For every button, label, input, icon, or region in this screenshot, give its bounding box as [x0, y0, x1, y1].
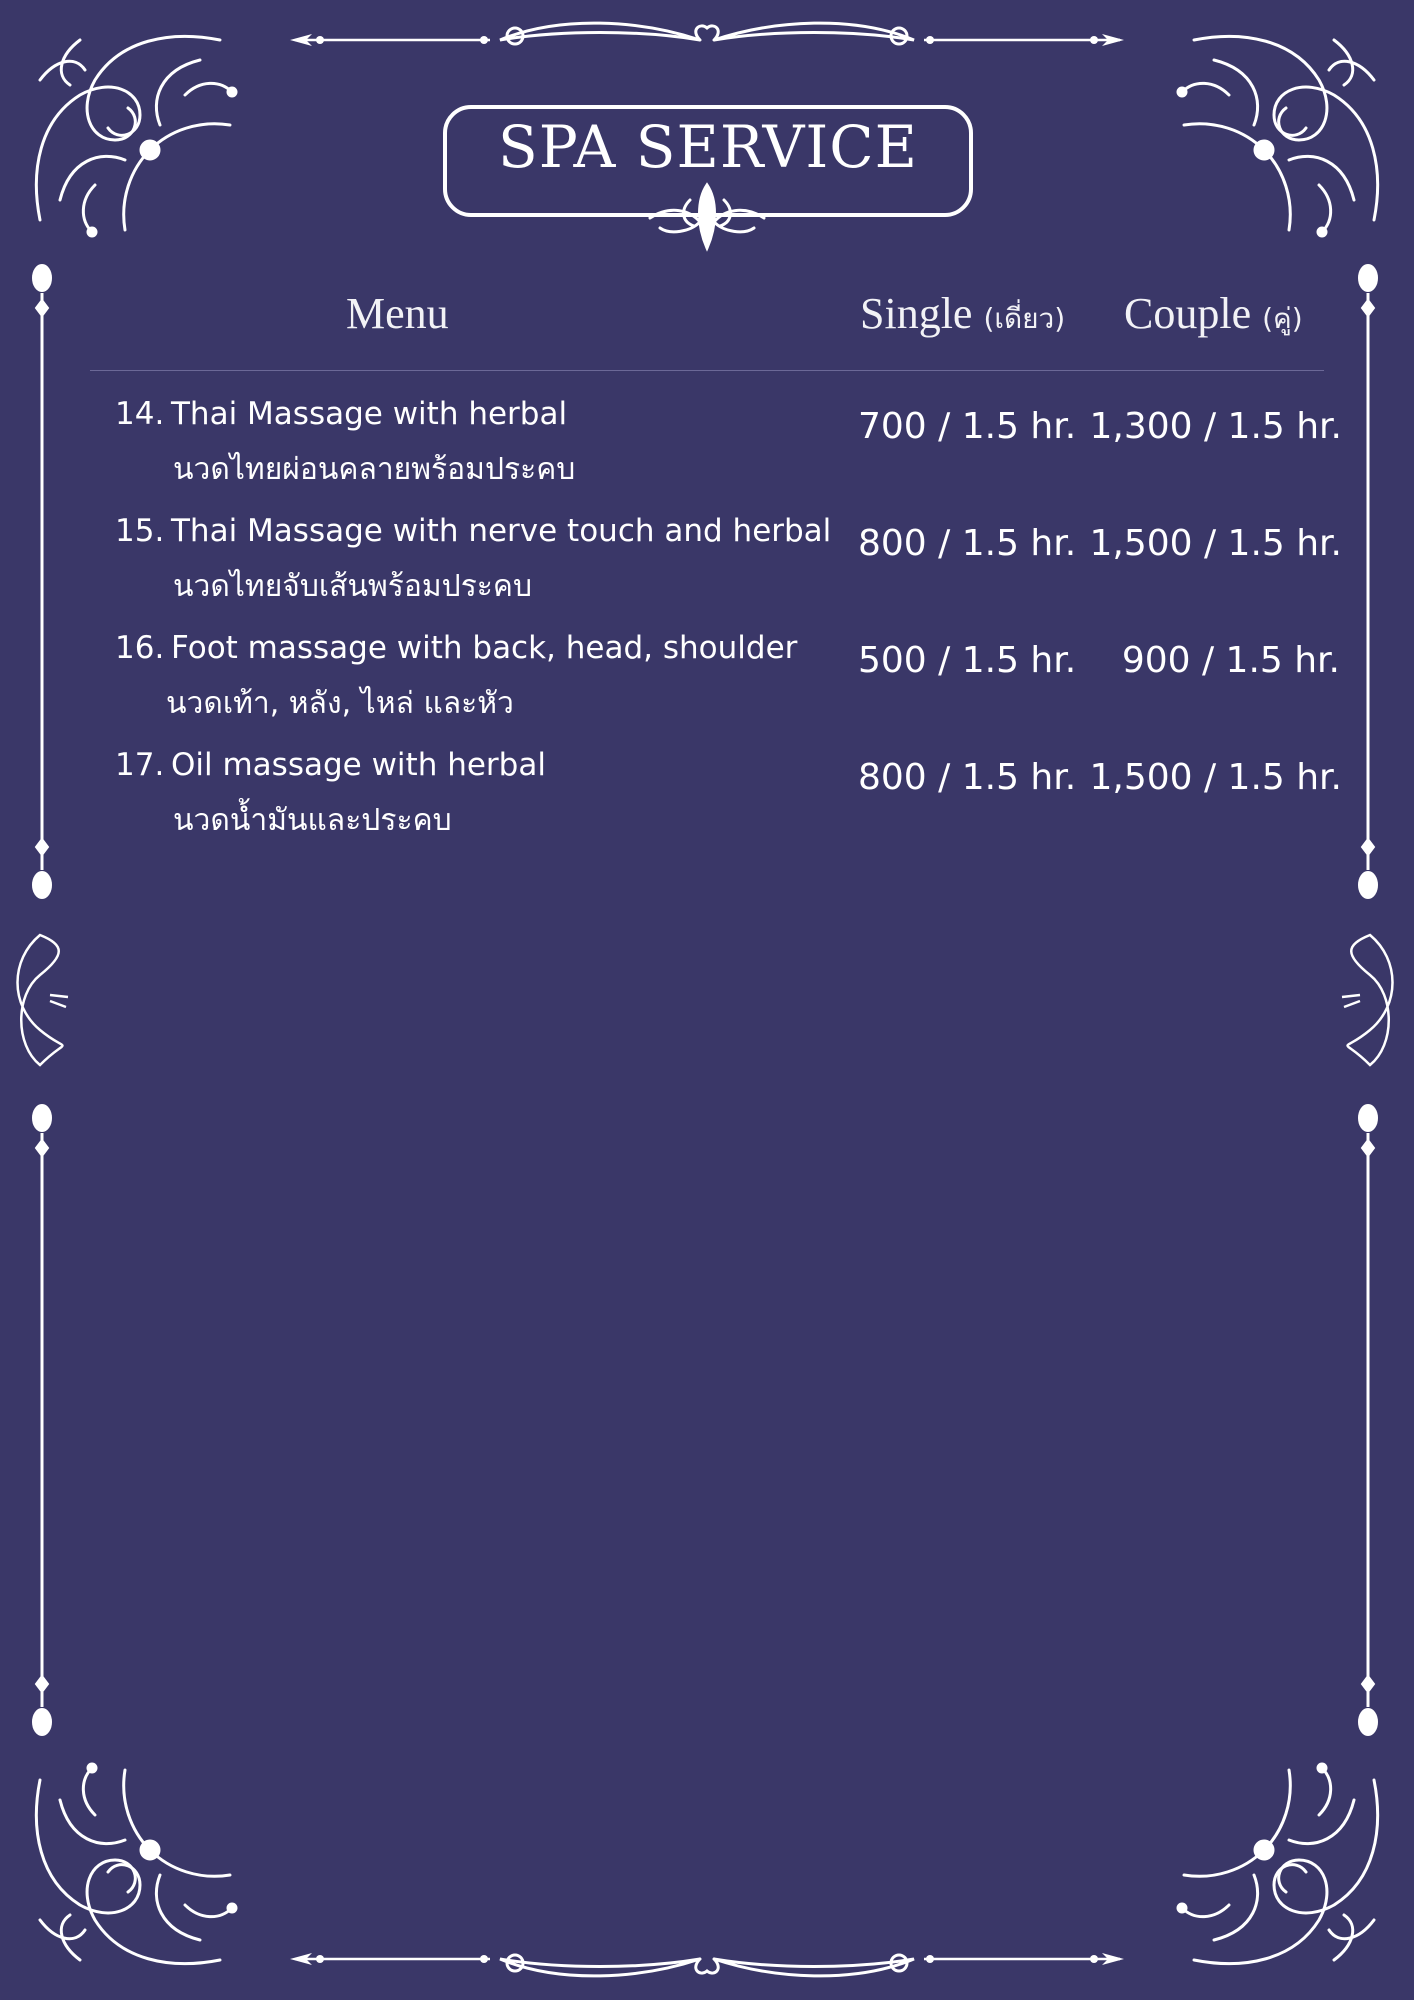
item-number: 16.: [115, 630, 165, 666]
page-title: SPA SERVICE: [498, 113, 918, 181]
item-name-th: นวดน้ำมันและประคบ: [173, 803, 452, 838]
item-name-en: Foot massage with back, head, shoulder: [171, 630, 798, 666]
column-header-single-en: Single: [860, 289, 973, 338]
column-header-single: [860, 288, 1065, 341]
item-price-couple: 1,300 / 1.5 hr.: [1089, 406, 1342, 447]
column-header-couple-th: (คู่): [1262, 302, 1303, 335]
item-price-single: 800 / 1.5 hr.: [858, 757, 1077, 798]
item-number: 15.: [115, 513, 165, 549]
item-price-couple: 900 / 1.5 hr.: [1121, 640, 1340, 681]
column-header-couple: [1124, 288, 1303, 341]
item-name-th: นวดไทยผ่อนคลายพร้อมประคบ: [173, 452, 576, 487]
column-header-single-th: (เดี่ยว): [983, 302, 1066, 335]
item-name-en: Thai Massage with nerve touch and herbal: [171, 513, 832, 549]
column-header-couple-en: Couple: [1124, 289, 1252, 338]
item-number: 14.: [115, 396, 165, 432]
item-price-couple: 1,500 / 1.5 hr.: [1089, 523, 1342, 564]
item-price-couple: 1,500 / 1.5 hr.: [1089, 757, 1342, 798]
item-name-th: นวดไทยจับเส้นพร้อมประคบ: [173, 569, 533, 604]
item-number: 17.: [115, 747, 165, 783]
item-name-th: นวดเท้า, หลัง, ไหล่ และหัว: [166, 686, 514, 721]
item-name-en: Oil massage with herbal: [171, 747, 546, 783]
header-divider: [90, 370, 1324, 371]
item-price-single: 700 / 1.5 hr.: [858, 406, 1077, 447]
item-price-single: 800 / 1.5 hr.: [858, 523, 1077, 564]
item-price-single: 500 / 1.5 hr.: [858, 640, 1077, 681]
item-name-en: Thai Massage with herbal: [171, 396, 568, 432]
column-header-menu: Menu: [346, 289, 449, 338]
